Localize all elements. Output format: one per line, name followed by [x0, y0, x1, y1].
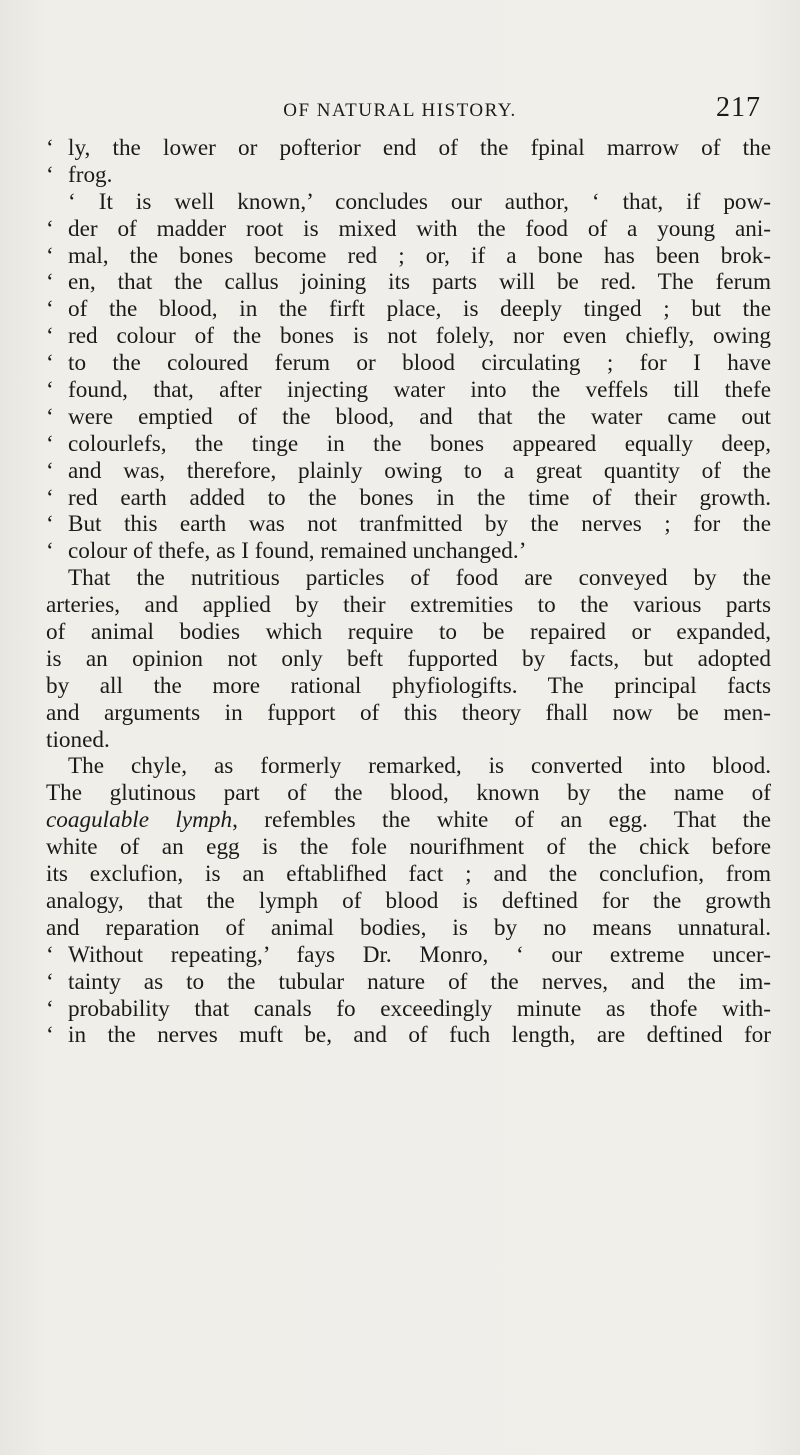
text-line	[46, 861, 771, 888]
text-line	[46, 592, 771, 619]
margin-quote-mark: ‘	[46, 296, 54, 323]
line-text: of animal bodies which require to be repaired or expanded,	[46, 619, 771, 646]
text-line	[46, 942, 771, 969]
page-number: 217	[716, 92, 761, 123]
italic-term: coagulable lymph	[46, 807, 233, 834]
line-text: analogy, that the lymph of blood is deftined for the growth	[46, 887, 771, 914]
text-line	[46, 377, 771, 404]
text-line	[46, 915, 771, 942]
line-text: colour of thefe, as I found, remained unchanged.’	[68, 538, 527, 565]
text-line	[46, 296, 771, 323]
text-line	[46, 807, 771, 834]
line-text: Without repeating,’ fays Dr. Monro, ‘ our extreme uncer-	[68, 941, 771, 968]
margin-quote-mark: ‘	[46, 215, 54, 242]
line-text: , refembles the white of an egg. That the	[232, 807, 771, 834]
line-text: en, that the callus joining its parts will be red. The ferum	[68, 269, 771, 296]
text-line	[46, 323, 771, 350]
text-line	[46, 162, 771, 189]
line-text: found, that, after injecting water into the veffels till thefe	[68, 377, 771, 404]
text-line	[46, 834, 771, 861]
text-line	[46, 350, 771, 377]
margin-quote-mark: ‘	[46, 161, 54, 188]
text-line	[46, 431, 771, 458]
line-text: ‘ It is well known,’ concludes our author, ‘ that, if pow-	[68, 188, 771, 215]
line-text: But this earth was not tranfmitted by the nerves ; for the	[68, 511, 771, 538]
text-line	[46, 135, 771, 162]
margin-quote-mark: ‘	[46, 511, 54, 538]
margin-quote-mark: ‘	[46, 484, 54, 511]
margin-quote-mark: ‘	[46, 968, 54, 995]
margin-quote-mark: ‘	[46, 350, 54, 377]
text-line	[46, 753, 771, 780]
text-line	[46, 269, 771, 296]
margin-quote-mark: ‘	[46, 323, 54, 350]
line-text: The glutinous part of the blood, known by the name of	[46, 780, 771, 807]
line-text: probability that canals fo exceedingly minute as thofe with-	[68, 995, 771, 1022]
line-text: and reparation of animal bodies, is by no means unnatural.	[46, 914, 771, 941]
margin-quote-mark: ‘	[46, 995, 54, 1022]
margin-quote-mark: ‘	[46, 403, 54, 430]
line-text: in the nerves muft be, and of fuch length, are deftined for	[68, 1022, 771, 1049]
text-line	[46, 1022, 771, 1049]
text-line	[46, 243, 771, 270]
text-line	[46, 996, 771, 1023]
line-text: That the nutritious particles of food are conveyed by the	[68, 565, 771, 592]
line-text: mal, the bones become red ; or, if a bone has been brok-	[68, 242, 771, 269]
text-line	[46, 458, 771, 485]
text-line	[46, 888, 771, 915]
line-text: frog.	[68, 161, 113, 188]
text-line	[46, 969, 771, 996]
margin-quote-mark: ‘	[46, 242, 54, 269]
text-line	[46, 565, 771, 592]
body-text	[46, 135, 771, 1049]
line-text: and was, therefore, plainly owing to a great quantity of the	[68, 457, 771, 484]
running-head: OF NATURAL HISTORY.	[283, 100, 517, 121]
line-text: The chyle, as formerly remarked, is converted into blood.	[68, 753, 771, 780]
line-text: tioned.	[46, 726, 110, 753]
margin-quote-mark: ‘	[46, 1022, 54, 1049]
text-line	[46, 780, 771, 807]
margin-quote-mark: ‘	[46, 377, 54, 404]
text-line	[46, 646, 771, 673]
line-text: white of an egg is the fole nourifhment of the chick before	[46, 834, 771, 861]
text-line	[46, 189, 771, 216]
text-line	[46, 619, 771, 646]
margin-quote-mark: ‘	[46, 269, 54, 296]
text-line	[46, 727, 771, 754]
line-text: its exclufion, is an eftablifhed fact ; and the conclufion, from	[46, 861, 771, 888]
line-text: to the coloured ferum or blood circulating ; for I have	[68, 350, 771, 377]
line-text: red colour of the bones is not folely, nor even chiefly, owing	[68, 323, 771, 350]
line-text: tainty as to the tubular nature of the nerves, and the im-	[68, 968, 771, 995]
text-line	[46, 404, 771, 431]
text-line	[46, 700, 771, 727]
margin-quote-mark: ‘	[46, 135, 54, 161]
line-text: and arguments in fupport of this theory fhall now be men-	[46, 699, 771, 726]
line-text: arteries, and applied by their extremities to the various parts	[46, 592, 771, 619]
text-line	[46, 673, 771, 700]
line-text: colourlefs, the tinge in the bones appeared equally deep,	[68, 430, 771, 457]
line-text: by all the more rational phyfiologifts. The principal facts	[46, 672, 771, 699]
line-text: of the blood, in the firft place, is deeply tinged ; but the	[68, 296, 771, 323]
text-line	[46, 538, 771, 565]
text-line	[46, 485, 771, 512]
margin-quote-mark: ‘	[46, 430, 54, 457]
line-text: red earth added to the bones in the time of their growth.	[68, 484, 771, 511]
line-text: ly, the lower or pofterior end of the fpinal marrow of the	[68, 135, 771, 161]
margin-quote-mark: ‘	[46, 941, 54, 968]
line-text: is an opinion not only beft fupported by facts, but adopted	[46, 645, 771, 672]
text-line	[46, 511, 771, 538]
margin-quote-mark: ‘	[46, 538, 54, 565]
text-line	[46, 216, 771, 243]
line-text: were emptied of the blood, and that the water came out	[68, 403, 771, 430]
line-text: der of madder root is mixed with the food of a young ani-	[68, 215, 771, 242]
margin-quote-mark: ‘	[46, 457, 54, 484]
